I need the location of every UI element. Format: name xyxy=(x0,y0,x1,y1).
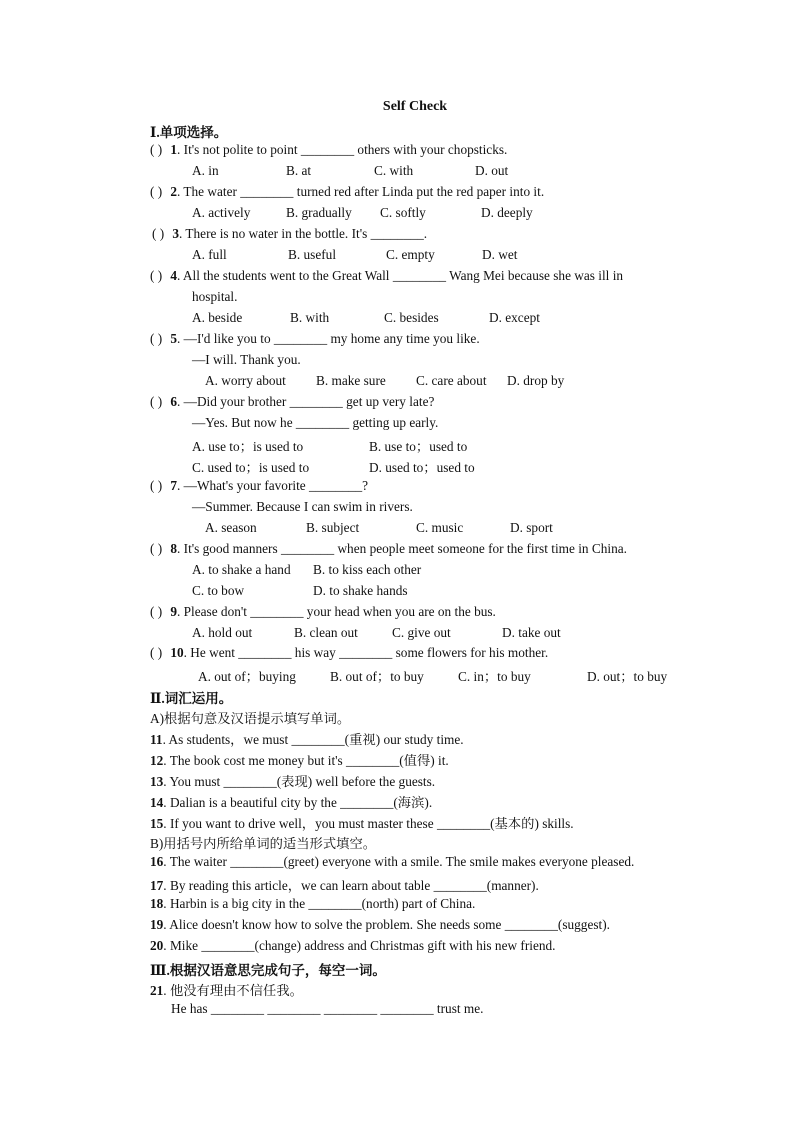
question-text: —I'd like you to ________ my home any time you like. xyxy=(183,331,480,346)
section2-part-a-instruction: A)根据句意及汉语提示填写单词。 xyxy=(150,711,351,726)
option-a: A. worry about xyxy=(205,373,286,388)
option-d: D. sport xyxy=(510,520,553,535)
section1-heading: Ⅰ.单项选择。 xyxy=(150,125,228,140)
question-text: The water ________ turned red after Linda put the red paper into it. xyxy=(183,184,545,199)
dialogue-reply: —Summer. Because I can swim in rivers. xyxy=(192,499,413,514)
fill-item-18[interactable]: 18. Harbin is a big city in the ________(north) part of China. xyxy=(150,896,476,911)
item-text: The book cost me money but it's ________(值得) it. xyxy=(169,753,449,768)
option-c: C. to bow xyxy=(192,583,245,598)
answer-bracket[interactable]: ( ) xyxy=(150,268,163,283)
option-d: D. to shake hands xyxy=(313,583,408,598)
item-text: As students，we must ________(重视) our study time. xyxy=(168,732,464,747)
question-number: 9 xyxy=(170,604,177,619)
question-5: ( ) 5. —I'd like you to ________ my home any time you like. xyxy=(150,331,480,346)
option-c: C. softly xyxy=(380,205,426,220)
item-number: 13 xyxy=(150,774,164,789)
option-a: A. to shake a hand xyxy=(192,562,291,577)
answer-bracket[interactable]: ( ) xyxy=(150,184,163,199)
section3-heading: Ⅲ.根据汉语意思完成句子，每空一词。 xyxy=(150,963,386,978)
question-number: 3 xyxy=(172,226,179,241)
answer-bracket[interactable]: ( ) xyxy=(150,478,163,493)
answer-bracket[interactable]: ( ) xyxy=(150,645,163,660)
option-d: D. drop by xyxy=(507,373,565,388)
question-4: ( ) 4. All the students went to the Great Wall ________ Wang Mei because she was ill in xyxy=(150,268,624,283)
fill-item-20[interactable]: 20. Mike ________(change) address and Christmas gift with his new friend. xyxy=(150,938,556,953)
option-b: B. at xyxy=(286,163,312,178)
dialogue-reply: —Yes. But now he ________ getting up early. xyxy=(192,415,439,430)
option-c: C. with xyxy=(374,163,414,178)
item-text: The waiter ________(greet) everyone with a smile. The smile makes everyone pleased. xyxy=(169,854,635,869)
option-b: B. useful xyxy=(288,247,337,262)
question-8: ( ) 8. It's good manners ________ when people meet someone for the first time in China. xyxy=(150,541,627,556)
fill-item-13[interactable]: 13. You must ________(表现) well before the guests. xyxy=(150,774,436,789)
option-b: B. make sure xyxy=(316,373,386,388)
option-c: C. give out xyxy=(392,625,451,640)
fill-item-16[interactable]: 16. The waiter ________(greet) everyone with a smile. The smile makes everyone pleased. xyxy=(150,854,635,869)
question-number: 8 xyxy=(170,541,177,556)
question-10: ( ) 10. He went ________ his way ________ some flowers for his mother. xyxy=(150,645,549,660)
option-c: C. in；to buy xyxy=(458,669,531,684)
option-b: B. to kiss each other xyxy=(313,562,422,577)
option-b: B. clean out xyxy=(294,625,358,640)
item-number: 17 xyxy=(150,878,164,893)
option-c: C. music xyxy=(416,520,464,535)
option-a: A. beside xyxy=(192,310,243,325)
option-b: B. subject xyxy=(306,520,360,535)
item-number: 12 xyxy=(150,753,164,768)
fill-item-15[interactable]: 15. If you want to drive well，you must master these ________(基本的) skills. xyxy=(150,816,574,831)
item-text: Alice doesn't know how to solve the problem. She needs some ________(suggest). xyxy=(169,917,610,932)
translation-item-21: 21. 他没有理由不信任我。 xyxy=(150,983,303,998)
question-7: ( ) 7. —What's your favorite ________? xyxy=(150,478,369,493)
option-a: A. use to；is used to xyxy=(192,439,304,454)
question-text: It's good manners ________ when people meet someone for the first time in China. xyxy=(183,541,627,556)
option-c: C. empty xyxy=(386,247,435,262)
question-number: 5 xyxy=(170,331,177,346)
item-number: 11 xyxy=(150,732,163,747)
fill-item-11[interactable]: 11. As students，we must ________(重视) our study time. xyxy=(150,732,464,747)
question-text: There is no water in the bottle. It's ________. xyxy=(185,226,428,241)
option-d: D. used to；used to xyxy=(369,460,475,475)
question-number: 6 xyxy=(170,394,177,409)
question-6: ( ) 6. —Did your brother ________ get up very late? xyxy=(150,394,435,409)
item-number: 20 xyxy=(150,938,164,953)
answer-bracket[interactable]: ( ) xyxy=(150,142,163,157)
question-text: Please don't ________ your head when you are on the bus. xyxy=(183,604,496,619)
question-text: It's not polite to point ________ others with your chopsticks. xyxy=(183,142,508,157)
option-c: C. used to；is used to xyxy=(192,460,310,475)
option-b: B. use to；used to xyxy=(369,439,468,454)
question-text-continued: hospital. xyxy=(192,289,238,304)
item-text: You must ________(表现) well before the guests. xyxy=(169,774,436,789)
answer-bracket[interactable]: ( ) xyxy=(152,226,165,241)
question-text: He went ________ his way ________ some flowers for his mother. xyxy=(190,645,549,660)
dialogue-reply: —I will. Thank you. xyxy=(192,352,301,367)
item-text: Harbin is a big city in the ________(north) part of China. xyxy=(169,896,476,911)
answer-bracket[interactable]: ( ) xyxy=(150,541,163,556)
option-a: A. hold out xyxy=(192,625,253,640)
item-number: 14 xyxy=(150,795,164,810)
translation-answer-line[interactable]: He has ________ ________ ________ ________ trust me. xyxy=(171,1001,484,1016)
option-a: A. out of；buying xyxy=(198,669,296,684)
option-d: D. out xyxy=(475,163,509,178)
item-text: If you want to drive well，you must master these ________(基本的) skills. xyxy=(169,816,574,831)
question-text: All the students went to the Great Wall ________ Wang Mei because she was ill in xyxy=(182,268,624,283)
fill-item-12[interactable]: 12. The book cost me money but it's ________(值得) it. xyxy=(150,753,449,768)
item-number: 16 xyxy=(150,854,164,869)
option-d: D. out；to buy xyxy=(587,669,668,684)
question-number: 2 xyxy=(170,184,177,199)
section2-heading: Ⅱ.词汇运用。 xyxy=(150,691,233,706)
question-text: —Did your brother ________ get up very late? xyxy=(183,394,435,409)
item-number: 21 xyxy=(150,983,164,998)
question-1: ( ) 1. It's not polite to point ________ others with your chopsticks. xyxy=(150,142,508,157)
option-a: A. season xyxy=(205,520,257,535)
option-c: C. care about xyxy=(416,373,487,388)
question-text: —What's your favorite ________? xyxy=(183,478,369,493)
option-d: D. deeply xyxy=(481,205,533,220)
option-b: B. with xyxy=(290,310,330,325)
option-a: A. actively xyxy=(192,205,251,220)
section2-part-b-instruction: B)用括号内所给单词的适当形式填空。 xyxy=(150,836,377,851)
question-number: 4 xyxy=(170,268,177,283)
fill-item-17[interactable]: 17. By reading this article，we can learn about table ________(manner). xyxy=(150,878,539,893)
item-number: 19 xyxy=(150,917,164,932)
option-b: B. gradually xyxy=(286,205,352,220)
question-9: ( ) 9. Please don't ________ your head when you are on the bus. xyxy=(150,604,496,619)
option-c: C. besides xyxy=(384,310,439,325)
question-number: 1 xyxy=(170,142,177,157)
option-b: B. out of；to buy xyxy=(330,669,424,684)
question-2: ( ) 2. The water ________ turned red after Linda put the red paper into it. xyxy=(150,184,545,199)
answer-bracket[interactable]: ( ) xyxy=(150,394,163,409)
item-text: Dalian is a beautiful city by the ________(海滨). xyxy=(169,795,433,810)
option-d: D. take out xyxy=(502,625,561,640)
option-a: A. in xyxy=(192,163,219,178)
fill-item-19[interactable]: 19. Alice doesn't know how to solve the problem. She needs some ________(suggest). xyxy=(150,917,610,932)
item-number: 18 xyxy=(150,896,164,911)
option-d: D. wet xyxy=(482,247,518,262)
page-title: Self Check xyxy=(382,99,448,114)
item-text: Mike ________(change) address and Christmas gift with his new friend. xyxy=(169,938,556,953)
option-d: D. except xyxy=(489,310,540,325)
option-a: A. full xyxy=(192,247,227,262)
answer-bracket[interactable]: ( ) xyxy=(150,331,163,346)
item-chinese-prompt: 他没有理由不信任我。 xyxy=(169,983,303,998)
question-number: 10 xyxy=(170,645,184,660)
question-number: 7 xyxy=(170,478,177,493)
answer-bracket[interactable]: ( ) xyxy=(150,604,163,619)
item-text: By reading this article，we can learn about table ________(manner). xyxy=(169,878,539,893)
item-number: 15 xyxy=(150,816,164,831)
question-3: ( ) 3. There is no water in the bottle. It's ________. xyxy=(152,226,428,241)
fill-item-14[interactable]: 14. Dalian is a beautiful city by the ________(海滨). xyxy=(150,795,433,810)
